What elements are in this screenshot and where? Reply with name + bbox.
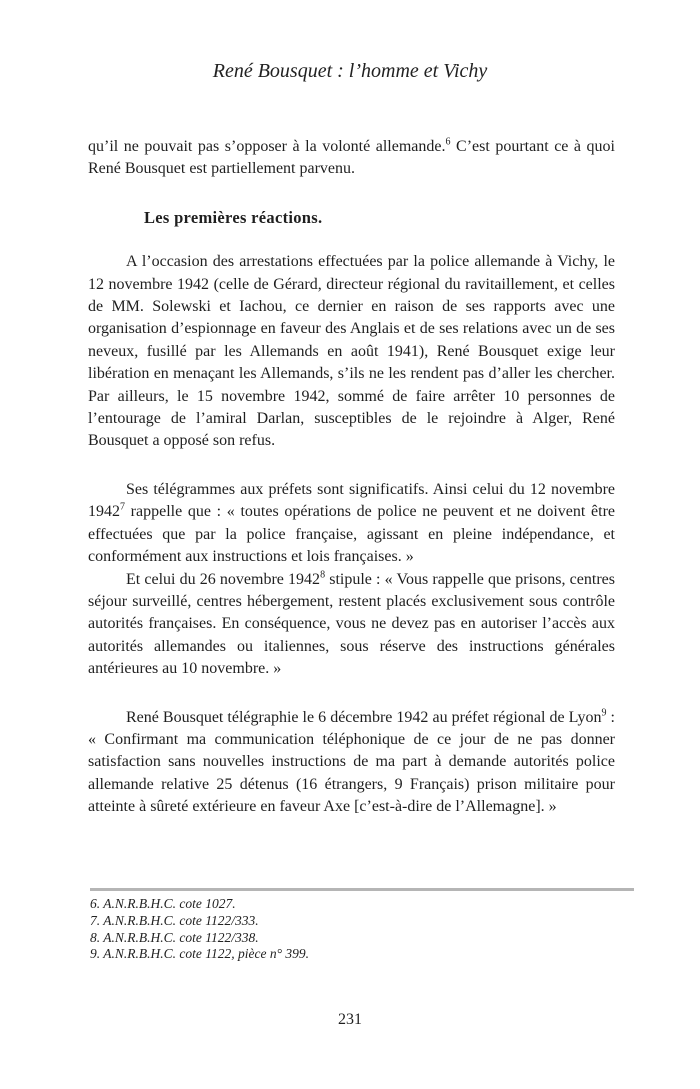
- paragraph: [88, 569, 615, 681]
- page-number: 231: [338, 1011, 362, 1028]
- paragraph: [88, 707, 615, 819]
- footnote: 8. A.N.R.B.H.C. cote 1122/338.: [90, 929, 259, 945]
- paragraph-continuation: [88, 136, 615, 181]
- footnote: 7. A.N.R.B.H.C. cote 1122/333.: [90, 912, 259, 928]
- footnote: 6. A.N.R.B.H.C. cote 1027.: [90, 896, 236, 911]
- paragraph: A l’occasion des arrestations effectuées par la police allemande à Vichy, le 12 novembre 1942 (celle de Gérard, directeur régional du ravitaillement, et celles de MM. Solewski et Iachou, ce dernier en raison de ses rapports avec une organisation d’espionnage en faveur des Anglais et de ses relations avec un de ses neveux, fusillé par les Allemands en août 1941), René Bousquet exige leur libération en menaçant les Allemands, s’ils ne les rendent pas d’aller les chercher. Par ailleurs, le 15 novembre 1942, sommé de faire arrêter 10 personnes de l’entourage de l’amiral Darlan, susceptibles de le rejoindre à Alger, René Bousquet a opposé son refus.: [88, 253, 615, 450]
- paragraph-text: Ses télégrammes aux préfets sont significatifs. Ainsi celui du 12 novembre 1942: [88, 480, 615, 521]
- paragraph: [88, 479, 615, 569]
- paragraph-text: rappelle que : « toutes opérations de police ne peuvent et ne doivent être effectuées que par la police française, agissant en pleine indépendance, et conformément aux instructions et lois françaises. »: [88, 503, 615, 566]
- footnote-separator-rule: [90, 888, 634, 891]
- footnote-ref-6: 6: [445, 136, 451, 148]
- footnote-ref-7: 7: [120, 501, 125, 513]
- footnotes-section: [90, 888, 634, 963]
- footnote-ref-9: 9: [601, 707, 607, 719]
- paragraph-text: Et celui du 26 novembre 1942: [126, 570, 321, 588]
- paragraph-text: René Bousquet télégraphie le 6 décembre 1942 au préfet régional de Lyon: [126, 708, 602, 726]
- running-header-title: René Bousquet : l’homme et Vichy: [212, 60, 488, 82]
- footnote: 9. A.N.R.B.H.C. cote 1122, pièce n° 399.: [90, 946, 309, 962]
- page-body-text: [88, 136, 615, 819]
- footnote-ref-8: 8: [320, 569, 326, 581]
- paragraph-text: : « Confirmant ma communication téléphonique de ce jour de ne pas donner satisfaction sans nouvelles instructions de ma part à demande autorités police allemande relative 25 détenus (16 étrangers, 9 Français) prison militaire pour atteinte à sûreté extérieure en faveur Axe [c’est-à-dire de l’Allemagne]. »: [88, 708, 615, 816]
- paragraph-text: qu’il ne pouvait pas s’opposer à la volonté allemande.: [88, 138, 446, 155]
- section-heading: Les premières réactions.: [144, 207, 323, 227]
- paragraph-text: stipule : « Vous rappelle que prisons, centres séjour surveillé, centres hébergement, restent placés exclusivement sous contrôle autorités françaises. En conséquence, vous ne devez pas en autoriser l’accès aux autorités allemandes ou italiennes, sous réserve des instructions générales antérieures au 10 novembre. »: [88, 570, 615, 678]
- paragraph-text: C’est pourtant ce à quoi René Bousquet est partiellement parvenu.: [88, 138, 616, 178]
